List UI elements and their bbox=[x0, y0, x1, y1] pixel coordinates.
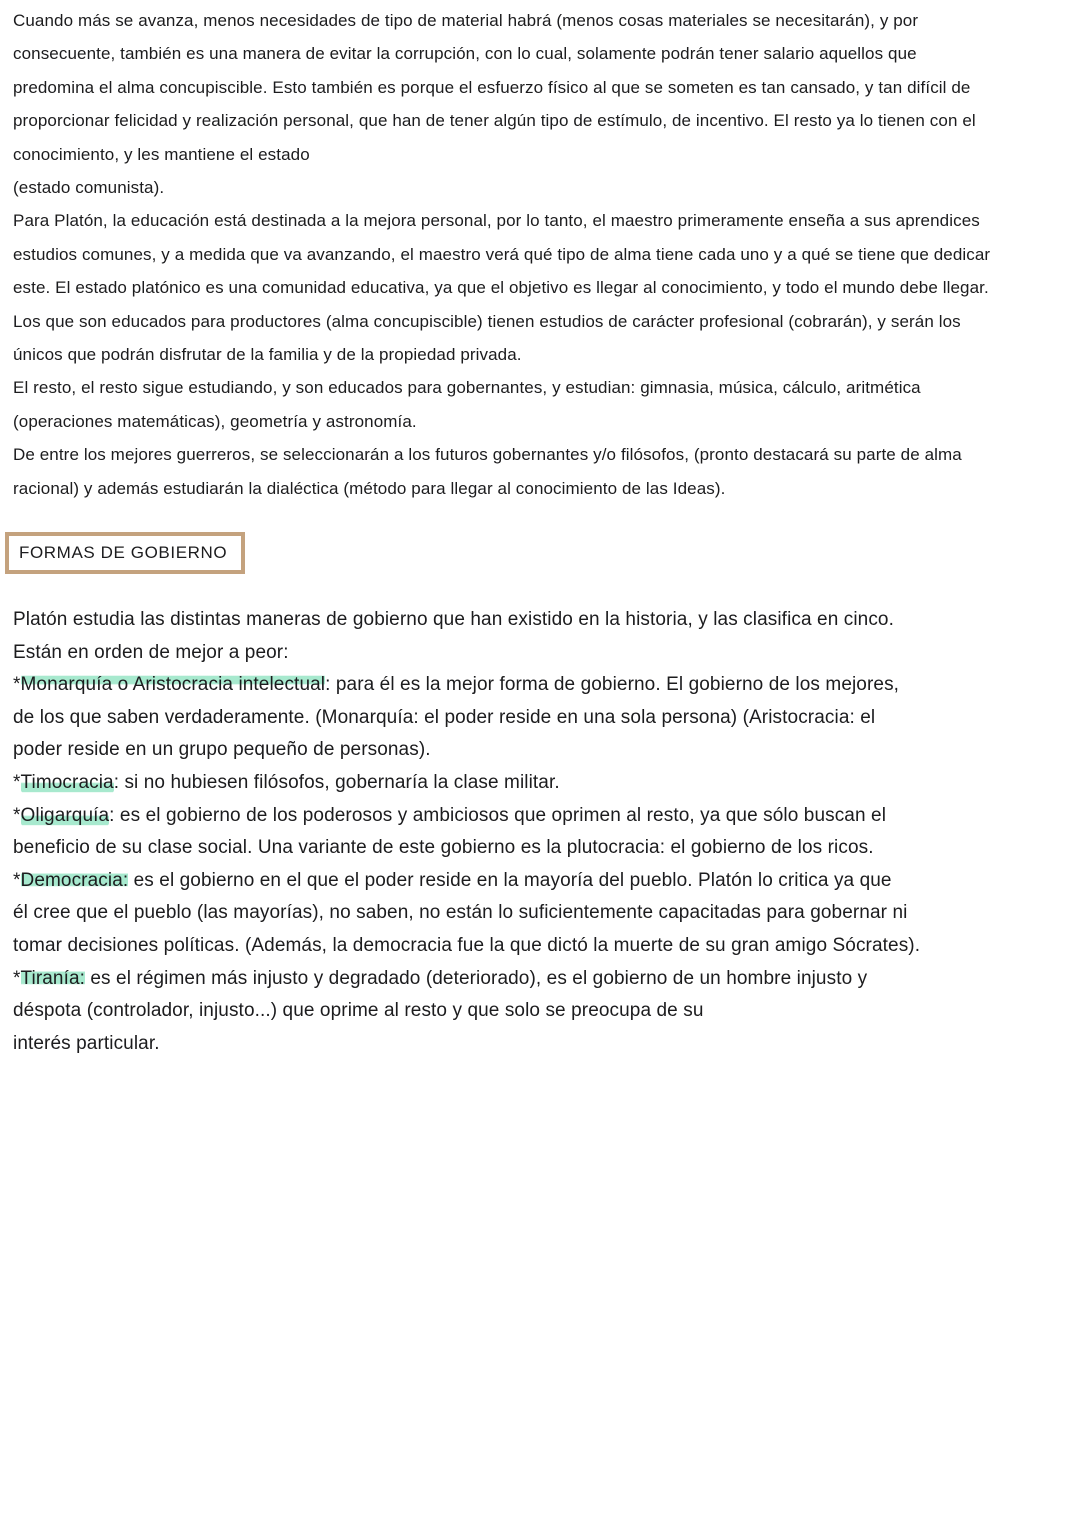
top-paragraphs bbox=[0, 0, 1080, 505]
text-line: racional) y además estudiarán la dialéctica (método para llegar al conocimiento de las Ideas). bbox=[13, 478, 726, 498]
text-line: estudios comunes, y a medida que va avanzando, el maestro verá qué tipo de alma tiene cada uno y a qué se tiene que dedicar bbox=[13, 244, 991, 264]
text-line: déspota (controlador, injusto...) que oprime al resto y que solo se preocupa de su bbox=[13, 1000, 704, 1022]
text-line: beneficio de su clase social. Una variante de este gobierno es la plutocracia: el gobierno de los ricos. bbox=[13, 837, 874, 859]
section-heading-box bbox=[5, 532, 245, 574]
text-line: tomar decisiones políticas. (Además, la democracia fue la que dictó la muerte de su gran amigo Sócrates). bbox=[13, 935, 921, 957]
highlighted-term: Tiranía: bbox=[20, 967, 86, 989]
text-line: De entre los mejores guerreros, se seleccionarán a los futuros gobernantes y/o filósofos, (pronto destacará su parte de alma bbox=[13, 445, 962, 465]
text-line: predomina el alma concupiscible. Esto también es porque el esfuerzo físico al que se someten es tan cansado, y tan difícil de bbox=[13, 77, 971, 97]
section-heading-label: FORMAS DE GOBIERNO bbox=[19, 543, 228, 563]
highlighted-term: Timocracia bbox=[20, 772, 114, 794]
text-line: (estado comunista). bbox=[13, 178, 165, 198]
text-line: Están en orden de mejor a peor: bbox=[13, 641, 289, 663]
text-line: únicos que podrán disfrutar de la familia y de la propiedad privada. bbox=[13, 345, 522, 365]
text-line: proporcionar felicidad y realización personal, que han de tener algún tipo de estímulo, de incentivo. El resto ya lo tienen con el bbox=[13, 111, 976, 131]
text-line: Los que son educados para productores (alma concupiscible) tienen estudios de carácter profesional (cobrarán), y serán los bbox=[13, 311, 961, 331]
government-forms-section bbox=[0, 574, 1080, 1060]
text-line: (operaciones matemáticas), geometría y astronomía. bbox=[13, 411, 417, 431]
text-line: Platón estudia las distintas maneras de gobierno que han existido en la historia, y las clasifica en cinco. bbox=[13, 609, 894, 631]
text-line: *Tiranía: es el régimen más injusto y degradado (deteriorado), es el gobierno de un hombre injusto y bbox=[13, 967, 868, 989]
text-line: consecuente, también es una manera de evitar la corrupción, con lo cual, solamente podrán tener salario aquellos que bbox=[13, 44, 917, 64]
text-line: *Democracia: es el gobierno en el que el poder reside en la mayoría del pueblo. Platón lo critica ya que bbox=[13, 869, 892, 891]
highlighted-term: Democracia: bbox=[20, 869, 129, 891]
text-line: *Timocracia: si no hubiesen filósofos, gobernaría la clase militar. bbox=[13, 772, 560, 794]
text-line: *Monarquía o Aristocracia intelectual: para él es la mejor forma de gobierno. El gobierno de los mejores, bbox=[13, 674, 900, 696]
text-line: poder reside en un grupo pequeño de personas). bbox=[13, 739, 431, 761]
highlighted-term: Monarquía o Aristocracia intelectual bbox=[20, 674, 326, 696]
text-line: este. El estado platónico es una comunidad educativa, ya que el objetivo es llegar al conocimiento, y todo el mundo debe llegar. bbox=[13, 278, 989, 298]
text-line: interés particular. bbox=[13, 1032, 160, 1054]
text-line: de los que saben verdaderamente. (Monarquía: el poder reside en una sola persona) (Aristocracia: el bbox=[13, 706, 876, 728]
text-line: Cuando más se avanza, menos necesidades de tipo de material habrá (menos cosas materiales se necesitarán), y por bbox=[13, 11, 919, 30]
text-line: Para Platón, la educación está destinada a la mejora personal, por lo tanto, el maestro primeramente enseña a sus aprendices bbox=[13, 211, 980, 231]
text-line: El resto, el resto sigue estudiando, y son educados para gobernantes, y estudian: gimnasia, música, cálculo, aritmética bbox=[13, 378, 921, 398]
highlighted-term: Oligarquía bbox=[20, 804, 110, 826]
text-line: conocimiento, y les mantiene el estado bbox=[13, 144, 310, 164]
heading-row bbox=[0, 505, 1080, 574]
text-line: él cree que el pueblo (las mayorías), no saben, no están lo suficientemente capacitadas para gobernar ni bbox=[13, 902, 908, 924]
text-line: *Oligarquía: es el gobierno de los poderosos y ambiciosos que oprimen al resto, ya que sólo buscan el bbox=[13, 804, 887, 826]
